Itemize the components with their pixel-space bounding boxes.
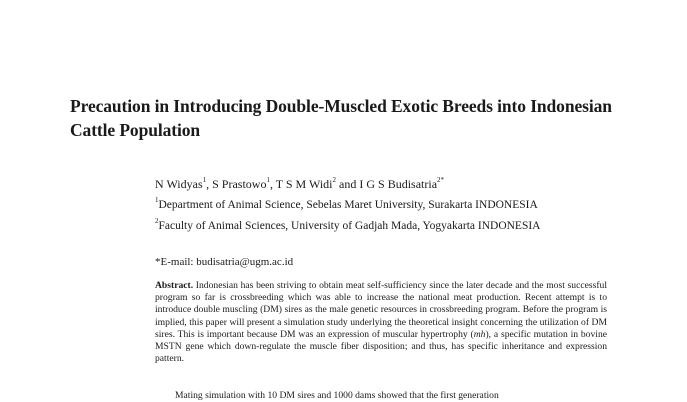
affiliation-mark: 1 — [155, 196, 159, 204]
abstract — [155, 280, 607, 365]
author-affil-mark: 1 — [266, 176, 270, 184]
author-separator: , — [206, 177, 213, 191]
corresponding-email[interactable]: *E-mail: budisatria@ugm.ac.id — [155, 256, 294, 268]
author-separator: , — [269, 177, 276, 191]
author-affil-mark: 2 — [332, 176, 337, 184]
abstract-text: Indonesian has been striving to obtain meat self-sufficiency since the later decade and the most successful program so far is crossbreeding which was able to increase the national meat production. Recent attempt is to introduce double muscling (DM) sires as the male genetic resources in crossbreeding program. Before the program is implied, this paper will present a simulation study underlying the theoretical insight concerning the utilization of DM sires. This is important because DM was an expression of muscular hypertrophy ( — [155, 280, 607, 340]
affiliation-mark: 2 — [155, 216, 159, 225]
author-affil-mark: 1 — [202, 176, 207, 184]
affiliation-list — [155, 193, 540, 235]
affiliation-text: Faculty of Animal Sciences, University of Gadjah Mada, Yogyakarta INDONESIA — [158, 219, 541, 232]
abstract-label: Abstract. — [155, 280, 194, 291]
author-name: N Widyas — [155, 177, 203, 191]
paper-title: Precaution in Introducing Double-Muscled Exotic Breeds into Indonesian Cattle Population — [70, 96, 612, 140]
affiliation — [155, 214, 540, 235]
author-affil-mark: 2* — [437, 176, 445, 184]
affiliation-text: Department of Animal Science, Sebelas Maret University, Surakarta INDONESIA — [158, 198, 538, 211]
author-list — [155, 173, 444, 192]
author-name: I G S Budisatria — [359, 177, 438, 191]
abstract-next-paragraph: Mating simulation with 10 DM sires and 1000 dams showed that the first generation — [175, 390, 499, 401]
abstract-text: ), a specific mutation in bovine MSTN gene which down-regulate the muscle fiber disposition; and thus, has specific inheritance and expression pattern. — [155, 328, 607, 365]
author-name: S Prastowo — [212, 177, 267, 191]
abstract-italic-term: mh — [473, 328, 486, 340]
author-name: T S M Widi — [275, 177, 333, 191]
affiliation — [155, 193, 540, 214]
author-separator: and — [336, 177, 360, 191]
